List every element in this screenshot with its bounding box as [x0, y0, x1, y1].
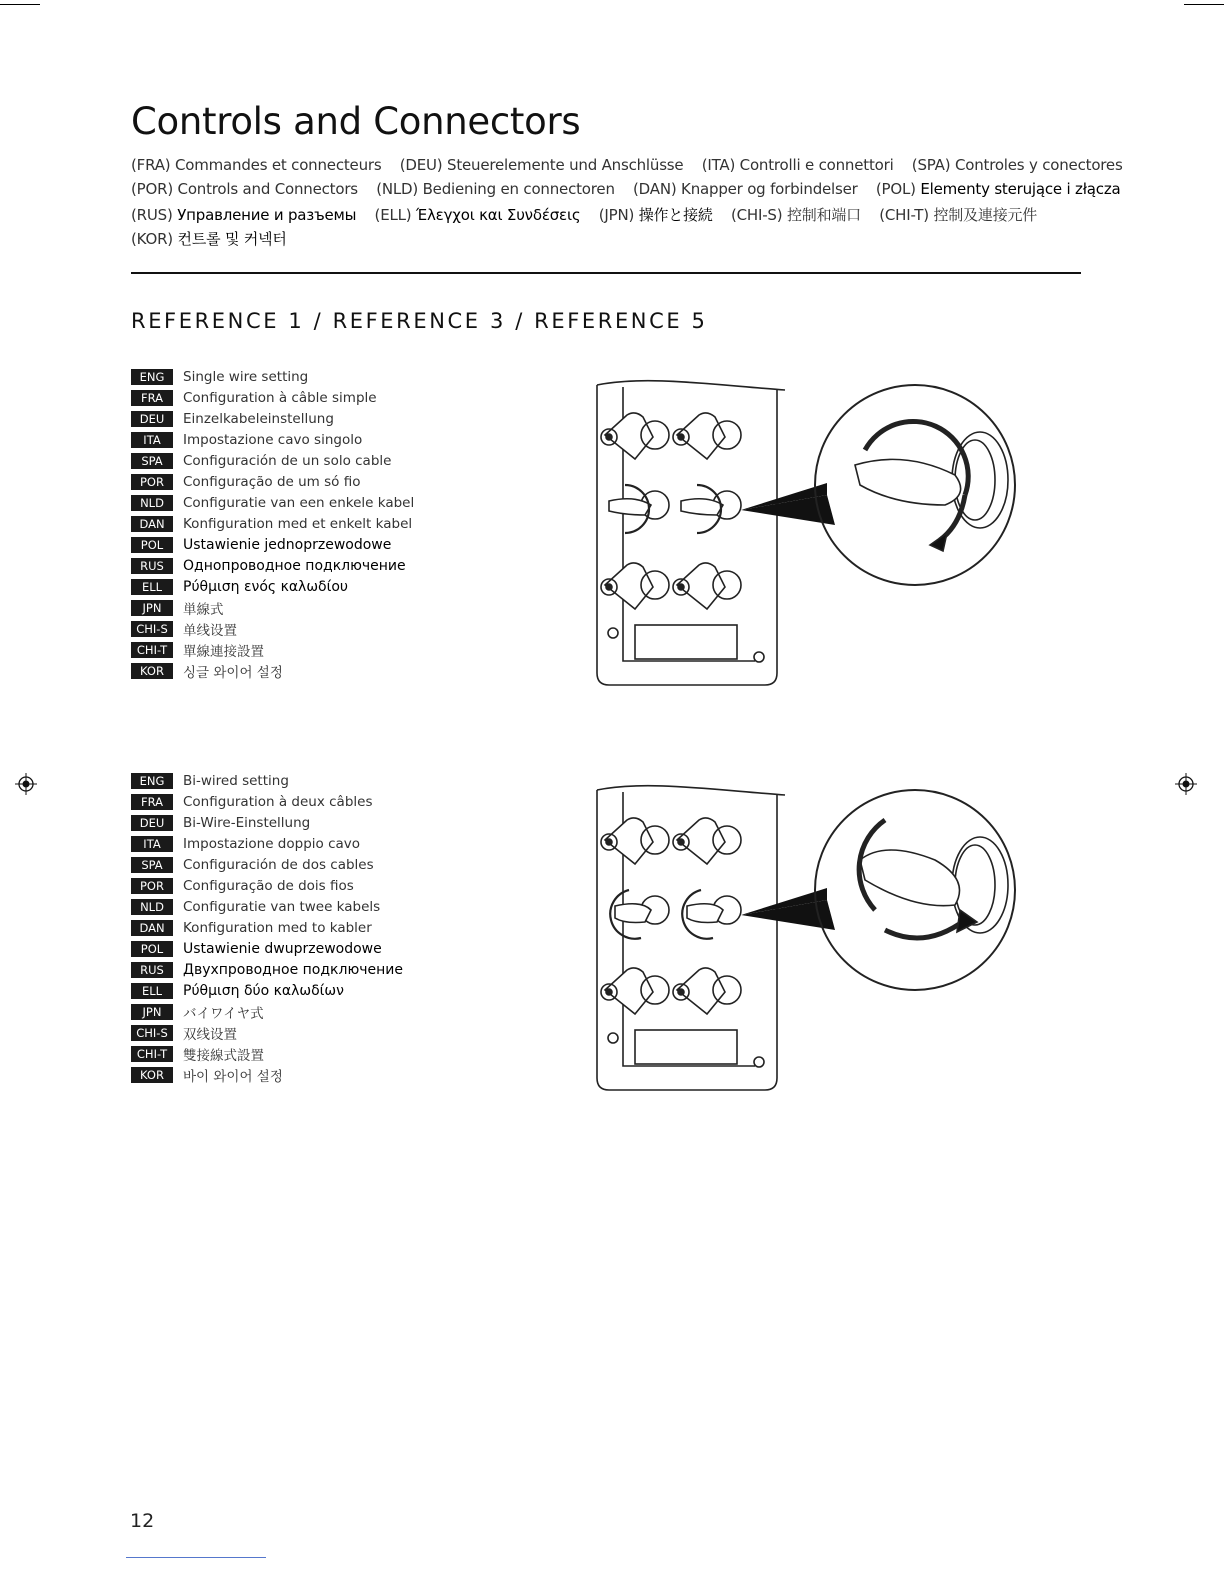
list-item [131, 597, 461, 618]
page-title: Controls and Connectors [131, 100, 581, 143]
list-item [131, 875, 461, 896]
list-item [131, 471, 461, 492]
list-item [131, 492, 461, 513]
language-code-badge: NLD [131, 899, 173, 915]
setting-label: Configuración de dos cables [183, 856, 374, 873]
translation-segment: (ELL) [356, 206, 417, 224]
translation-segment: (CHI-S) 控制和端口 (CHI-T) 控制及連接元件 [712, 206, 1038, 224]
list-item [131, 429, 461, 450]
page-number: 12 [130, 1510, 155, 1532]
language-code-badge: DEU [131, 411, 173, 427]
language-code-badge: KOR [131, 1067, 173, 1083]
setting-label: 바이 와이어 설정 [183, 1068, 283, 1085]
setting-label: Single wire setting [183, 368, 309, 385]
single-wire-language-list [131, 366, 461, 681]
setting-label: Ustawienie dwuprzewodowe [183, 940, 382, 957]
setting-label: Однопроводное подключение [183, 557, 406, 574]
translation-segment: Elementy sterujące i złącza [920, 180, 1121, 198]
translation-segment: (FRA) Commandes et connecteurs (DEU) Steuerelemente und Anschlüsse (ITA) Controlli e connettori (SPA) Controles y conectores [131, 156, 1123, 174]
language-code-badge: POL [131, 537, 173, 553]
language-code-badge: CHI-S [131, 621, 173, 637]
language-code-badge: DAN [131, 920, 173, 936]
setting-label: Configuración de un solo cable [183, 452, 392, 469]
language-code-badge: ENG [131, 773, 173, 789]
setting-label: Konfiguration med et enkelt kabel [183, 515, 413, 532]
list-item [131, 1064, 461, 1085]
translation-line [131, 156, 1123, 174]
list-item [131, 791, 461, 812]
list-item [131, 1022, 461, 1043]
list-item [131, 917, 461, 938]
setting-label: バイワイヤ式 [183, 1005, 264, 1022]
list-item [131, 660, 461, 681]
setting-label: Configuração de dois fios [183, 877, 354, 894]
list-item [131, 555, 461, 576]
list-item [131, 938, 461, 959]
setting-label: 单线设置 [183, 622, 237, 639]
translation-segment: (RUS) [131, 206, 178, 224]
bi-wire-illustration [585, 760, 1045, 1100]
language-code-badge: CHI-S [131, 1025, 173, 1041]
list-item [131, 959, 461, 980]
language-code-badge: RUS [131, 558, 173, 574]
translation-segment: (JPN) [580, 206, 639, 224]
language-code-badge: JPN [131, 1004, 173, 1020]
setting-label: Bi-wired setting [183, 772, 289, 789]
setting-label: Einzelkabeleinstellung [183, 410, 334, 427]
list-item [131, 1001, 461, 1022]
language-code-badge: POL [131, 941, 173, 957]
language-code-badge: SPA [131, 857, 173, 873]
language-code-badge: POR [131, 878, 173, 894]
setting-label: Impostazione cavo singolo [183, 431, 363, 448]
title-divider [131, 272, 1081, 274]
bi-wire-language-list [131, 770, 461, 1085]
list-item [131, 450, 461, 471]
language-code-badge: FRA [131, 390, 173, 406]
setting-label: Ρύθμιση δύο καλωδίων [183, 982, 344, 999]
language-code-badge: KOR [131, 663, 173, 679]
setting-label: Konfiguration med to kabler [183, 919, 372, 936]
setting-label: Configuration à deux câbles [183, 793, 373, 810]
footer-line [126, 1557, 266, 1558]
language-code-badge: CHI-T [131, 642, 173, 658]
language-code-badge: ITA [131, 836, 173, 852]
list-item [131, 896, 461, 917]
list-item [131, 1043, 461, 1064]
setting-label: 双线设置 [183, 1026, 237, 1043]
language-code-badge: ELL [131, 579, 173, 595]
list-item [131, 408, 461, 429]
translation-line [131, 180, 1121, 198]
crop-mark-top-right [1184, 4, 1224, 5]
setting-label: 単線式 [183, 601, 224, 618]
list-item [131, 812, 461, 833]
language-code-badge: POR [131, 474, 173, 490]
list-item [131, 513, 461, 534]
language-code-badge: JPN [131, 600, 173, 616]
language-code-badge: SPA [131, 453, 173, 469]
language-code-badge: FRA [131, 794, 173, 810]
translation-line [131, 228, 287, 249]
translation-segment: 컨트롤 및 커넥터 [177, 230, 287, 248]
setting-label: Ustawienie jednoprzewodowe [183, 536, 392, 553]
registration-mark-right [1175, 773, 1197, 795]
setting-label: Ρύθμιση ενός καλωδίου [183, 578, 349, 595]
list-item [131, 770, 461, 791]
language-code-badge: DEU [131, 815, 173, 831]
setting-label: Configuration à câble simple [183, 389, 377, 406]
list-item [131, 366, 461, 387]
setting-label: Двухпроводное подключение [183, 961, 403, 978]
model-subtitle: REFERENCE 1 / REFERENCE 3 / REFERENCE 5 [131, 309, 708, 333]
registration-mark-left [15, 773, 37, 795]
single-wire-illustration [585, 355, 1045, 695]
list-item [131, 854, 461, 875]
translation-segment: (KOR) [131, 230, 178, 248]
setting-label: Impostazione doppio cavo [183, 835, 361, 852]
setting-label: Bi-Wire-Einstellung [183, 814, 311, 831]
language-code-badge: ELL [131, 983, 173, 999]
list-item [131, 576, 461, 597]
language-code-badge: CHI-T [131, 1046, 173, 1062]
language-code-badge: NLD [131, 495, 173, 511]
setting-label: 雙接線式設置 [183, 1047, 264, 1064]
translation-line [131, 204, 1037, 225]
list-item [131, 618, 461, 639]
list-item [131, 639, 461, 660]
language-code-badge: ITA [131, 432, 173, 448]
translation-segment: Έλεγχοι και Συνδέσεις [416, 206, 581, 224]
setting-label: 싱글 와이어 설정 [183, 664, 283, 681]
language-code-badge: RUS [131, 962, 173, 978]
list-item [131, 534, 461, 555]
setting-label: Configuratie van een enkele kabel [183, 494, 415, 511]
list-item [131, 387, 461, 408]
setting-label: Configuração de um só fio [183, 473, 361, 490]
list-item [131, 833, 461, 854]
setting-label: 單線連接設置 [183, 643, 264, 660]
translation-segment: 操作と接続 [638, 206, 713, 224]
translation-segment: Управление и разъемы [177, 206, 357, 224]
setting-label: Configuratie van twee kabels [183, 898, 381, 915]
language-code-badge: DAN [131, 516, 173, 532]
crop-mark-top-left [0, 4, 40, 5]
translation-segment: (POR) Controls and Connectors (NLD) Bediening en connectoren (DAN) Knapper og forbindelser (POL) [131, 180, 921, 198]
language-code-badge: ENG [131, 369, 173, 385]
list-item [131, 980, 461, 1001]
